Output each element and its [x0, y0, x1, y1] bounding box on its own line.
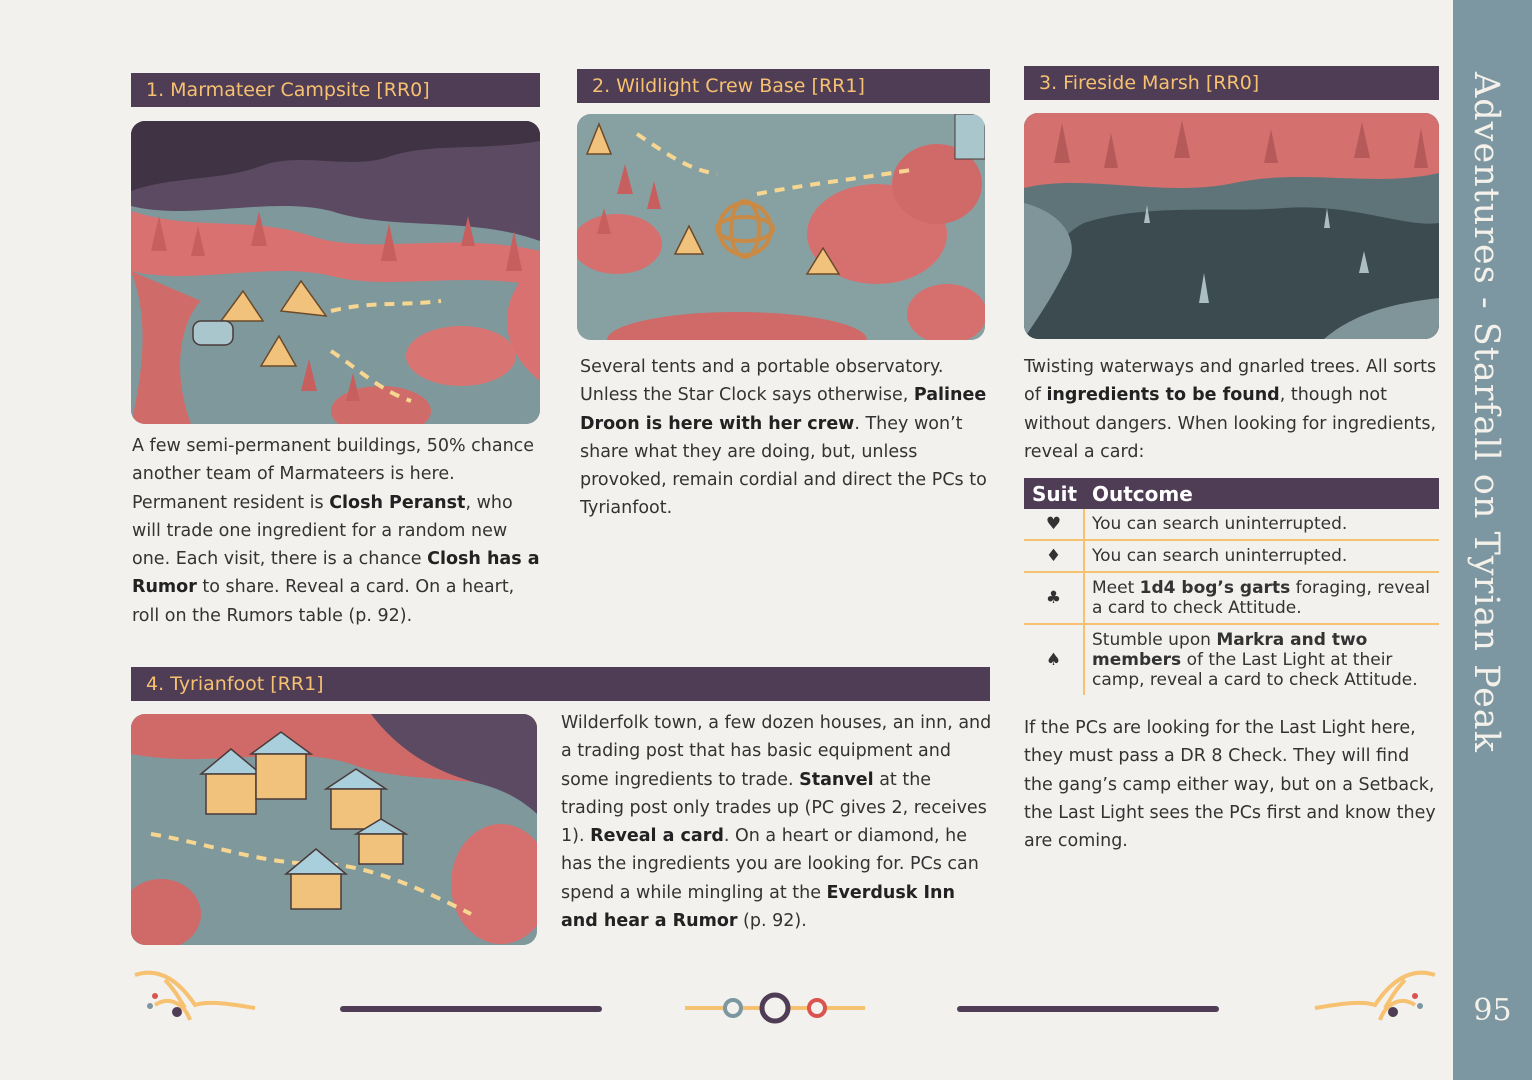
page-number: 95 — [1473, 993, 1512, 1028]
column-header-suit: Suit — [1024, 478, 1084, 509]
chapter-title: Adventures - Starfall on Tyrian Peak — [1466, 72, 1506, 753]
outcome-cell: Stumble upon Markra and two members of the Last Light at their camp, reveal a card to check Attitude. — [1092, 630, 1418, 690]
fireside-marsh-description: Twisting waterways and gnarled trees. All sorts of ingredients to be found, though not without dangers. When looking for ingredients, reveal a card: — [1024, 357, 1437, 462]
table-row — [1024, 572, 1439, 624]
table-header-row — [1024, 478, 1439, 509]
section-heading-wildlight-crew-base: 2. Wildlight Crew Base [RR1] — [577, 69, 990, 103]
suit-cell: ♥ — [1024, 509, 1084, 540]
center-ring-icon — [762, 995, 788, 1021]
last-light-check-description: If the PCs are looking for the Last Light here, they must pass a DR 8 Check. They will find the gang’s camp either way, but on a Setback, the Last Light sees the PCs first and know they are coming. — [1024, 718, 1436, 852]
outcome-cell: You can search uninterrupted. — [1084, 540, 1439, 572]
table-row — [1024, 624, 1439, 695]
suit-cell: ♣ — [1024, 572, 1084, 624]
marmateer-campsite-description: A few semi-permanent buildings, 50% chance another team of Marmateers is here. Permanent resident is Closh Peranst, who will trade one ingredient for a random new one. Each visit, there is a chance Closh has a Rumor to share. Reveal a card. On a heart, roll on the Rumors table (p. 92). — [132, 436, 540, 626]
table-row — [1024, 509, 1439, 540]
marmateer-campsite-illustration — [131, 121, 540, 424]
wildlight-crew-base-description: Several tents and a portable observatory. Unless the Star Clock says otherwise, Palinee Droon is here with her crew. They won’t share what they are doing, but, unless provoked, remain cordial and direct the PCs to Tyrianfoot. — [580, 357, 987, 519]
suit-cell: ♦ — [1024, 540, 1084, 572]
table-row — [1024, 540, 1439, 572]
section-heading-tyrianfoot: 4. Tyrianfoot [RR1] — [131, 667, 990, 701]
ingredient-outcome-table — [1024, 478, 1439, 695]
fireside-marsh-illustration — [1024, 113, 1439, 339]
section-heading-fireside-marsh: 3. Fireside Marsh [RR0] — [1024, 66, 1439, 100]
tyrianfoot-description: Wilderfolk town, a few dozen houses, an inn, and a trading post that has basic equipment and some ingredients to trade. Stanvel at the trading post only trades up (PC gives 2, receives 1). Reveal a card. On a heart or diamond, he has the ingredients you are looking for. PCs can spend a while mingling at the Everdusk Inn and hear a Rumor (p. 92). — [561, 713, 992, 932]
suit-cell: ♠ — [1024, 624, 1084, 695]
small-ring-right-icon — [809, 1000, 825, 1016]
column-header-outcome: Outcome — [1084, 478, 1439, 509]
small-ring-left-icon — [725, 1000, 741, 1016]
outcome-cell: Meet 1d4 bog’s garts foraging, reveal a card to check Attitude. — [1084, 572, 1439, 624]
tyrianfoot-illustration — [131, 714, 537, 945]
wildlight-crew-base-illustration — [577, 114, 985, 340]
outcome-cell: You can search uninterrupted. — [1084, 509, 1439, 540]
section-heading-marmateer-campsite: 1. Marmateer Campsite [RR0] — [131, 73, 540, 107]
